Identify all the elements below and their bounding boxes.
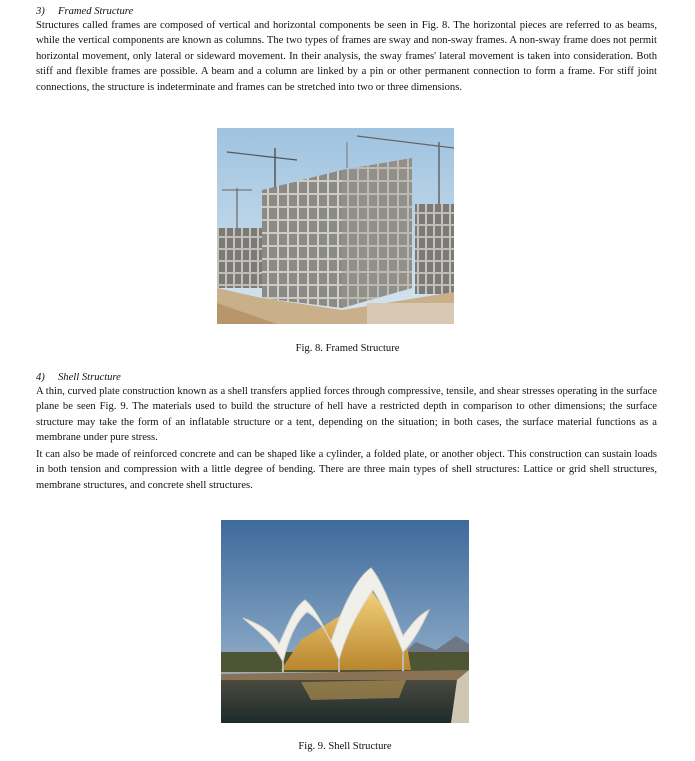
section-heading-shell bbox=[36, 371, 121, 384]
shell-structure-photo bbox=[221, 520, 469, 723]
section-number: 4) bbox=[36, 372, 45, 383]
section-title: Framed Structure bbox=[58, 6, 134, 17]
shell-paragraph-1: A thin, curved plate construction known as a shell transfers applied forces through compressive, tensile, and shear stresses operating in the surface plane be seen Fig. 9. The materials used to build the structure of hell have a restricted depth in comparison to other dimensions; the surface structure may take the form of an inflatable structure or a tent, depending on the situation; in both cases, the surface material functions as a membrane under pure stress. bbox=[36, 386, 657, 444]
shell-paragraph-2: It can also be made of reinforced concrete and can be shaped like a cylinder, a folded plate, or another object. This construction can sustain loads in both tension and compression with a little degree of bending. There are three main types of shell structures: Lattice or grid shell structures, membrane structures, and concrete shell structures. bbox=[36, 449, 657, 491]
framed-structure-photo bbox=[217, 128, 454, 324]
figure-9-caption: Fig. 9. Shell Structure bbox=[298, 741, 392, 752]
section-number: 3) bbox=[36, 6, 45, 17]
section-title: Shell Structure bbox=[58, 372, 121, 383]
shell-building-illustration bbox=[221, 520, 469, 723]
framed-building-illustration bbox=[217, 128, 454, 324]
framed-paragraph: Structures called frames are composed of vertical and horizontal components be seen in Fig. 8. The horizontal pieces are referred to as beams, while the vertical components are known as columns. The two types of frames are sway and non-sway frames. A non-sway frame does not permit horizontal movement, only lateral or sideward movement. In their analysis, the sway frames' lateral movement is taken into consideration. Both stiff and flexible frames are possible. A beam and a column are linked by a pin or other permanent connection to form a frame. For stiff joint connections, the structure is indeterminate and frames can be stretched into two or three dimensions. bbox=[36, 20, 657, 93]
section-heading-framed bbox=[36, 5, 133, 18]
figure-8-caption: Fig. 8. Framed Structure bbox=[295, 343, 400, 354]
